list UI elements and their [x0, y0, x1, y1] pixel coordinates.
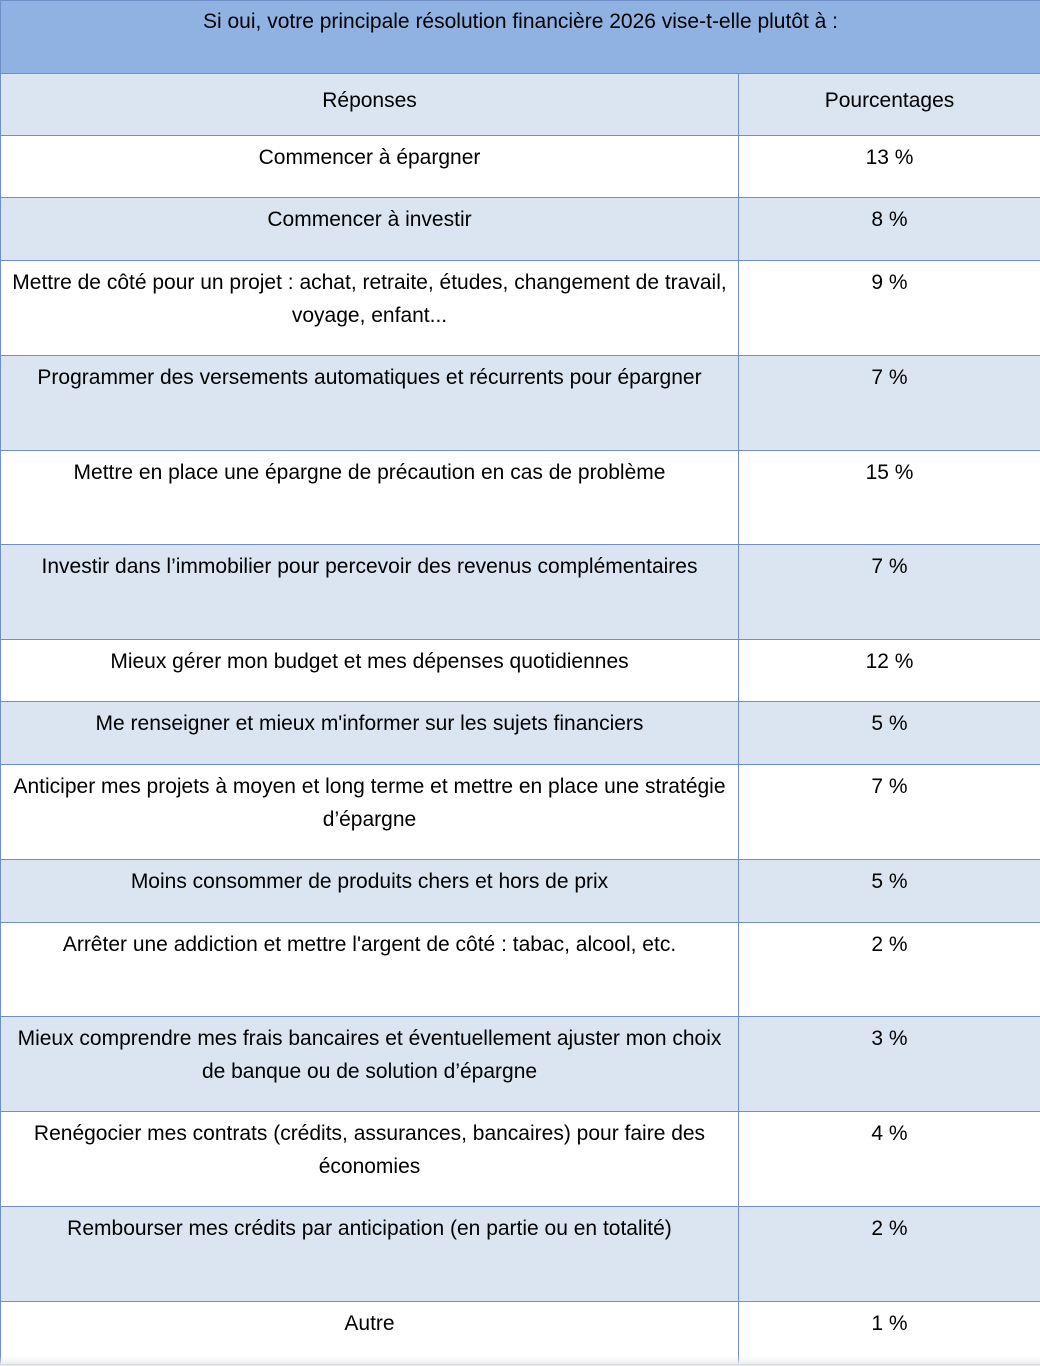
response-cell: Programmer des versements automatiques et récurrents pour épargner: [1, 356, 739, 451]
response-cell: Renégocier mes contrats (crédits, assurances, bancaires) pour faire des économies: [1, 1112, 739, 1207]
title-row: [1, 1, 1040, 74]
percentage-cell: 15 %: [739, 451, 1040, 545]
table-row: [1, 923, 1040, 1017]
percentage-cell: 13 %: [739, 136, 1040, 198]
percentage-cell: 7 %: [739, 545, 1040, 640]
response-cell: Mieux gérer mon budget et mes dépenses quotidiennes: [1, 640, 739, 702]
response-cell: Mieux comprendre mes frais bancaires et éventuellement ajuster mon choix de banque ou de solution d’épargne: [1, 1017, 739, 1112]
response-cell: Moins consommer de produits chers et hors de prix: [1, 860, 739, 923]
response-cell: Autre: [1, 1302, 739, 1365]
table-row: [1, 198, 1040, 261]
column-header-percentages: Pourcentages: [739, 74, 1040, 136]
percentage-cell: 9 %: [739, 261, 1040, 356]
table-row: [1, 545, 1040, 640]
table-row: [1, 1207, 1040, 1302]
response-cell: Rembourser mes crédits par anticipation (en partie ou en totalité): [1, 1207, 739, 1302]
percentage-cell: 7 %: [739, 765, 1040, 860]
percentage-cell: 1 %: [739, 1302, 1040, 1365]
column-header-responses: Réponses: [1, 74, 739, 136]
response-cell: Commencer à investir: [1, 198, 739, 261]
percentage-cell: 8 %: [739, 198, 1040, 261]
response-cell: Anticiper mes projets à moyen et long terme et mettre en place une stratégie d’épargne: [1, 765, 739, 860]
table-row: [1, 640, 1040, 702]
percentage-cell: 4 %: [739, 1112, 1040, 1207]
table-row: [1, 1112, 1040, 1207]
percentage-cell: 7 %: [739, 356, 1040, 451]
response-cell: Mettre en place une épargne de précaution en cas de problème: [1, 451, 739, 545]
table-title: Si oui, votre principale résolution financière 2026 vise-t-elle plutôt à :: [1, 1, 1040, 74]
table-row: [1, 860, 1040, 923]
table-row: [1, 136, 1040, 198]
table-row: [1, 1017, 1040, 1112]
percentage-cell: 3 %: [739, 1017, 1040, 1112]
response-cell: Me renseigner et mieux m'informer sur les sujets financiers: [1, 702, 739, 765]
percentage-cell: 2 %: [739, 923, 1040, 1017]
table-row: [1, 1302, 1040, 1365]
table-row: [1, 261, 1040, 356]
table-row: [1, 765, 1040, 860]
response-cell: Commencer à épargner: [1, 136, 739, 198]
response-cell: Arrêter une addiction et mettre l'argent de côté : tabac, alcool, etc.: [1, 923, 739, 1017]
table-row: [1, 451, 1040, 545]
percentage-cell: 12 %: [739, 640, 1040, 702]
percentage-cell: 2 %: [739, 1207, 1040, 1302]
response-cell: Mettre de côté pour un projet : achat, retraite, études, changement de travail, voyage, enfant...: [1, 261, 739, 356]
table-row: [1, 702, 1040, 765]
response-cell: Investir dans l’immobilier pour percevoir des revenus complémentaires: [1, 545, 739, 640]
header-row: [1, 74, 1040, 136]
percentage-cell: 5 %: [739, 702, 1040, 765]
percentage-cell: 5 %: [739, 860, 1040, 923]
table-row: [1, 356, 1040, 451]
